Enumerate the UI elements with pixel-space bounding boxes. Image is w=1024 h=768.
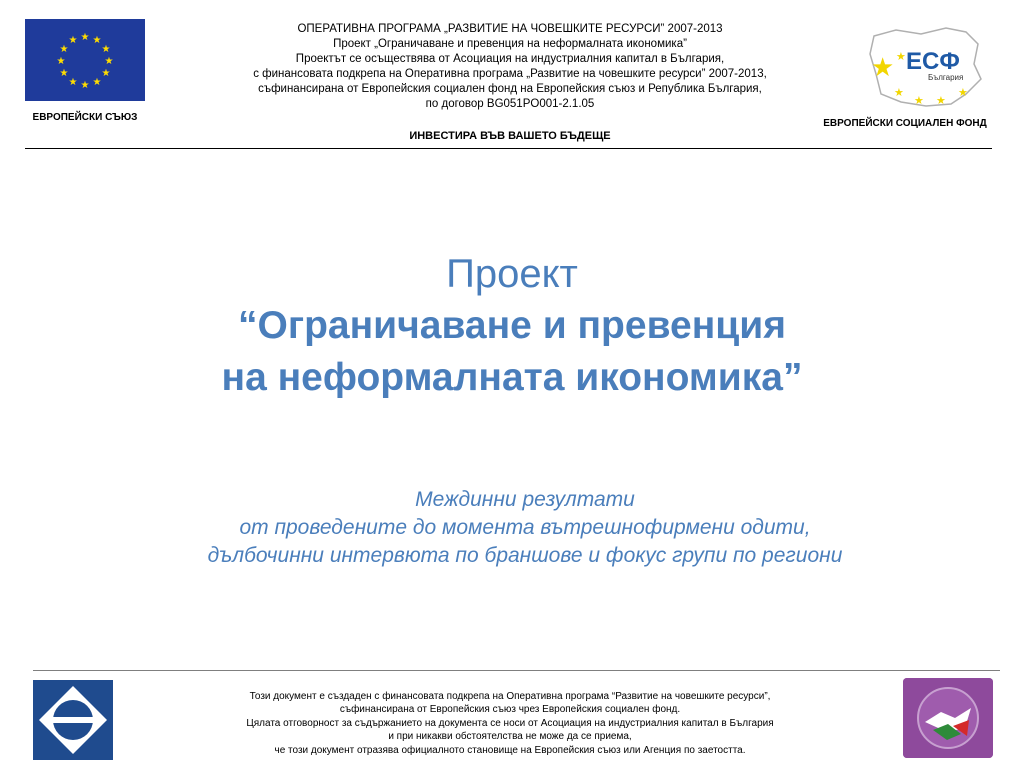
svg-text:★: ★	[80, 80, 90, 91]
header-line: съфинансирана от Европейския социален фонд на Европейския съюз и Република България,	[258, 83, 762, 95]
footer-disclaimer	[190, 690, 830, 757]
header-line: по договор BG051PO001-2.1.05	[425, 98, 595, 110]
header-divider	[25, 148, 992, 149]
aibc-logo	[33, 680, 113, 760]
esf-logo-subtext: България	[928, 73, 964, 82]
svg-text:★: ★	[59, 44, 69, 55]
header-line: Проектът се осъществява от Асоциация на индустриалния капитал в България,	[295, 53, 725, 65]
project-title	[60, 248, 964, 404]
footer-divider	[33, 670, 1000, 671]
header-line: ОПЕРАТИВНА ПРОГРАМА „РАЗВИТИЕ НА ЧОВЕШКИТЕ РЕСУРСИ” 2007-2013	[297, 23, 723, 35]
subtitle-line: от проведените до момента вътрешнофирмени одити,	[239, 516, 811, 539]
svg-text:★: ★	[101, 68, 111, 79]
subtitle	[100, 486, 950, 570]
subtitle-line: Междинни резултати	[415, 488, 635, 511]
footer-line: и при никакви обстоятелства не може да се приема,	[388, 731, 632, 743]
title-line: на неформалната икономика”	[221, 356, 803, 399]
svg-text:★: ★	[871, 53, 895, 83]
svg-text:★: ★	[936, 94, 946, 107]
subtitle-line: дълбочинни интервюта по браншове и фокус групи по региони	[207, 544, 843, 567]
svg-text:★: ★	[914, 94, 924, 107]
title-line: “Ограничаване и превенция	[238, 304, 786, 347]
svg-text:★: ★	[68, 77, 78, 88]
esf-logo	[866, 24, 986, 114]
footer-line: съфинансирана от Европейския съюз чрез Европейския социален фонд.	[339, 704, 681, 716]
svg-text:★: ★	[56, 56, 66, 67]
header-line: Проект „Ограничаване и превенция на неформалната икономика”	[333, 38, 687, 50]
esf-label: ЕВРОПЕЙСКИ СОЦИАЛЕН ФОНД	[823, 118, 987, 129]
svg-text:★: ★	[958, 86, 968, 99]
esf-logo-text: ЕСФ	[906, 48, 960, 75]
slogan: ИНВЕСТИРА ВЪВ ВАШЕТО БЪДЕЩЕ	[409, 130, 611, 142]
eu-flag-logo	[25, 19, 145, 101]
confederation-logo	[903, 678, 993, 758]
footer-line: Този документ е създаден с финансовата подкрепа на Оперативна програма “Развитие на човешките ресурси”,	[249, 691, 771, 702]
svg-text:★: ★	[92, 35, 102, 46]
svg-text:★: ★	[896, 50, 906, 63]
footer-line: че този документ отразява официалното становище на Европейския съюз или Агенция по заетостта.	[274, 744, 746, 756]
header-program-text	[200, 22, 820, 112]
svg-text:★: ★	[59, 68, 69, 79]
svg-text:★: ★	[68, 35, 78, 46]
header-line: с финансовата подкрепа на Оперативна програма „Развитие на човешките ресурси” 2007-2013,	[253, 68, 767, 80]
svg-text:★: ★	[101, 44, 111, 55]
svg-text:★: ★	[894, 86, 904, 99]
footer-line: Цялата отговорност за съдържанието на документа се носи от Асоциация на индустриалния капитал в България	[246, 717, 774, 729]
title-line: Проект	[446, 252, 578, 296]
svg-text:★: ★	[92, 77, 102, 88]
svg-text:★: ★	[80, 32, 90, 43]
eu-label: ЕВРОПЕЙСКИ СЪЮЗ	[32, 112, 138, 123]
svg-text:★: ★	[104, 56, 114, 67]
